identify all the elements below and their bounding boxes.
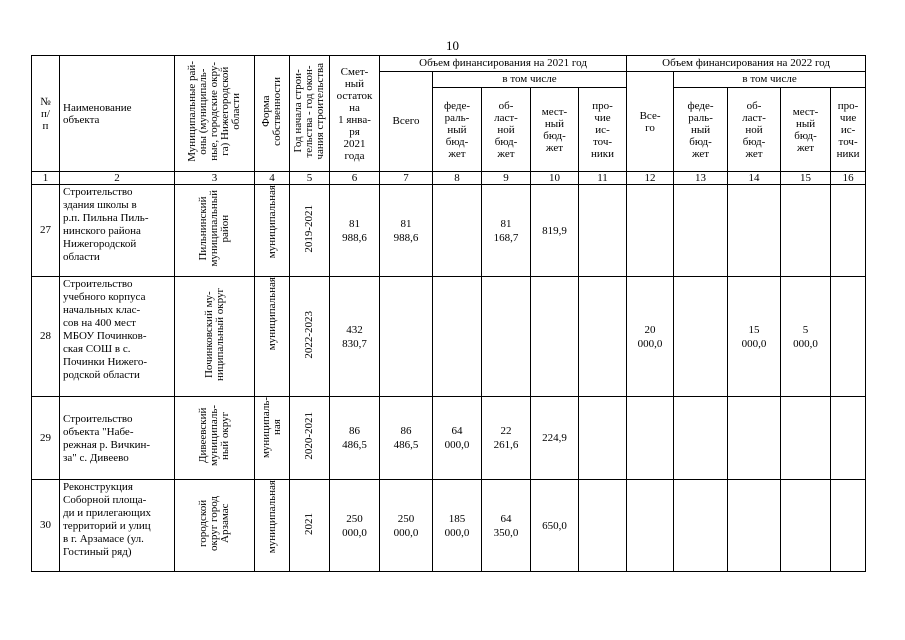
other-2022 [831,480,866,572]
row-num: 27 [32,185,60,277]
header-local-2021: мест- ный бюд- жет [531,88,579,172]
federal-2022 [674,185,728,277]
municipality: Починковский му- ниципальный округ [175,277,255,397]
regional-2022 [728,397,781,480]
col-number: 13 [674,172,728,185]
local-2022 [781,397,831,480]
local-2021: 224,9 [531,397,579,480]
municipality: Пильнинский муниципальный район [175,185,255,277]
header-local-2022: мест- ный бюд- жет [781,88,831,172]
col-number: 9 [482,172,531,185]
col-number: 3 [175,172,255,185]
balance: 81 988,6 [330,185,380,277]
table-row [32,480,866,572]
header-total-2022: Все- го [627,72,674,172]
regional-2021: 22 261,6 [482,397,531,480]
regional-2021: 64 350,0 [482,480,531,572]
years: 2021 [290,480,330,572]
header-balance: Смет- ный остаток на 1 янва- ря 2021 года [330,56,380,172]
row-num: 29 [32,397,60,480]
total-2022 [627,480,674,572]
other-2021 [579,277,627,397]
header-num: № п/ п [32,56,60,172]
total-2021: 86 486,5 [380,397,433,480]
col-number: 8 [433,172,482,185]
table-row [32,397,866,480]
local-2022 [781,185,831,277]
col-number: 1 [32,172,60,185]
row-num: 30 [32,480,60,572]
col-number: 12 [627,172,674,185]
local-2021 [531,277,579,397]
federal-2021 [433,277,482,397]
financing-table [31,55,866,572]
years: 2019-2021 [290,185,330,277]
ownership: муниципаль- ная [255,397,290,480]
col-number: 11 [579,172,627,185]
balance: 250 000,0 [330,480,380,572]
municipality: Дивеевский муниципаль- ный округ [175,397,255,480]
object-name: Реконструкция Соборной площа- ди и прилегающих территорий и улиц в г. Арзамасе (ул. Гостиный ряд) [60,480,175,572]
years: 2020-2021 [290,397,330,480]
header-incl-2021: в том числе [433,72,627,88]
col-number: 14 [728,172,781,185]
header-fin-2021: Объем финансирования на 2021 год [380,56,627,72]
regional-2022 [728,185,781,277]
ownership: муниципальная [255,277,290,397]
col-number: 5 [290,172,330,185]
years: 2022-2023 [290,277,330,397]
local-2021: 819,9 [531,185,579,277]
regional-2021: 81 168,7 [482,185,531,277]
col-number: 2 [60,172,175,185]
header-municipality: Муниципальные рай- оны (муниципаль- ные, городские окру- га) Нижегородской области [175,56,255,172]
total-2022: 20 000,0 [627,277,674,397]
local-2022 [781,480,831,572]
header-other-2021: про- чие ис- точ- ники [579,88,627,172]
federal-2021 [433,185,482,277]
table-row [32,277,866,397]
object-name: Строительство объекта "Набе- режная р. Вичкин- за" с. Дивеево [60,397,175,480]
table-row [32,185,866,277]
federal-2021: 64 000,0 [433,397,482,480]
federal-2022 [674,397,728,480]
page-number: 10 [446,38,459,53]
federal-2021: 185 000,0 [433,480,482,572]
regional-2021 [482,277,531,397]
ownership: муниципальная [255,185,290,277]
header-regional-2022: об- ласт- ной бюд- жет [728,88,781,172]
total-2021: 81 988,6 [380,185,433,277]
total-2021 [380,277,433,397]
regional-2022 [728,480,781,572]
header-fin-2022: Объем финансирования на 2022 год [627,56,866,72]
col-number: 15 [781,172,831,185]
other-2021 [579,480,627,572]
header-total-2021: Всего [380,72,433,172]
balance: 432 830,7 [330,277,380,397]
header-ownership: Форма собственности [255,56,290,172]
federal-2022 [674,480,728,572]
header-federal-2022: феде- раль- ный бюд- жет [674,88,728,172]
local-2022: 5 000,0 [781,277,831,397]
object-name: Строительство учебного корпуса начальных клас- сов на 400 мест МБОУ Починков- ская СОШ в с. Починки Нижего- родской области [60,277,175,397]
col-number: 10 [531,172,579,185]
federal-2022 [674,277,728,397]
object-name: Строительство здания школы в р.п. Пильна Пиль- нинского района Нижегородской области [60,185,175,277]
other-2022 [831,397,866,480]
other-2022 [831,185,866,277]
header-name: Наименование объекта [60,56,175,172]
local-2021: 650,0 [531,480,579,572]
column-number-row [32,172,866,185]
col-number: 7 [380,172,433,185]
header-federal-2021: феде- раль- ный бюд- жет [433,88,482,172]
col-number: 4 [255,172,290,185]
regional-2022: 15 000,0 [728,277,781,397]
balance: 86 486,5 [330,397,380,480]
ownership: муниципальная [255,480,290,572]
col-number: 6 [330,172,380,185]
other-2021 [579,397,627,480]
header-regional-2021: об- ласт- ной бюд- жет [482,88,531,172]
municipality: городской округ город Арзамас [175,480,255,572]
other-2021 [579,185,627,277]
col-number: 16 [831,172,866,185]
total-2022 [627,397,674,480]
total-2021: 250 000,0 [380,480,433,572]
header-other-2022: про- чие ис- точ- ники [831,88,866,172]
header-years: Год начала строи- тельства - год окон- чания строительства [290,56,330,172]
total-2022 [627,185,674,277]
other-2022 [831,277,866,397]
header-incl-2022: в том числе [674,72,866,88]
row-num: 28 [32,277,60,397]
